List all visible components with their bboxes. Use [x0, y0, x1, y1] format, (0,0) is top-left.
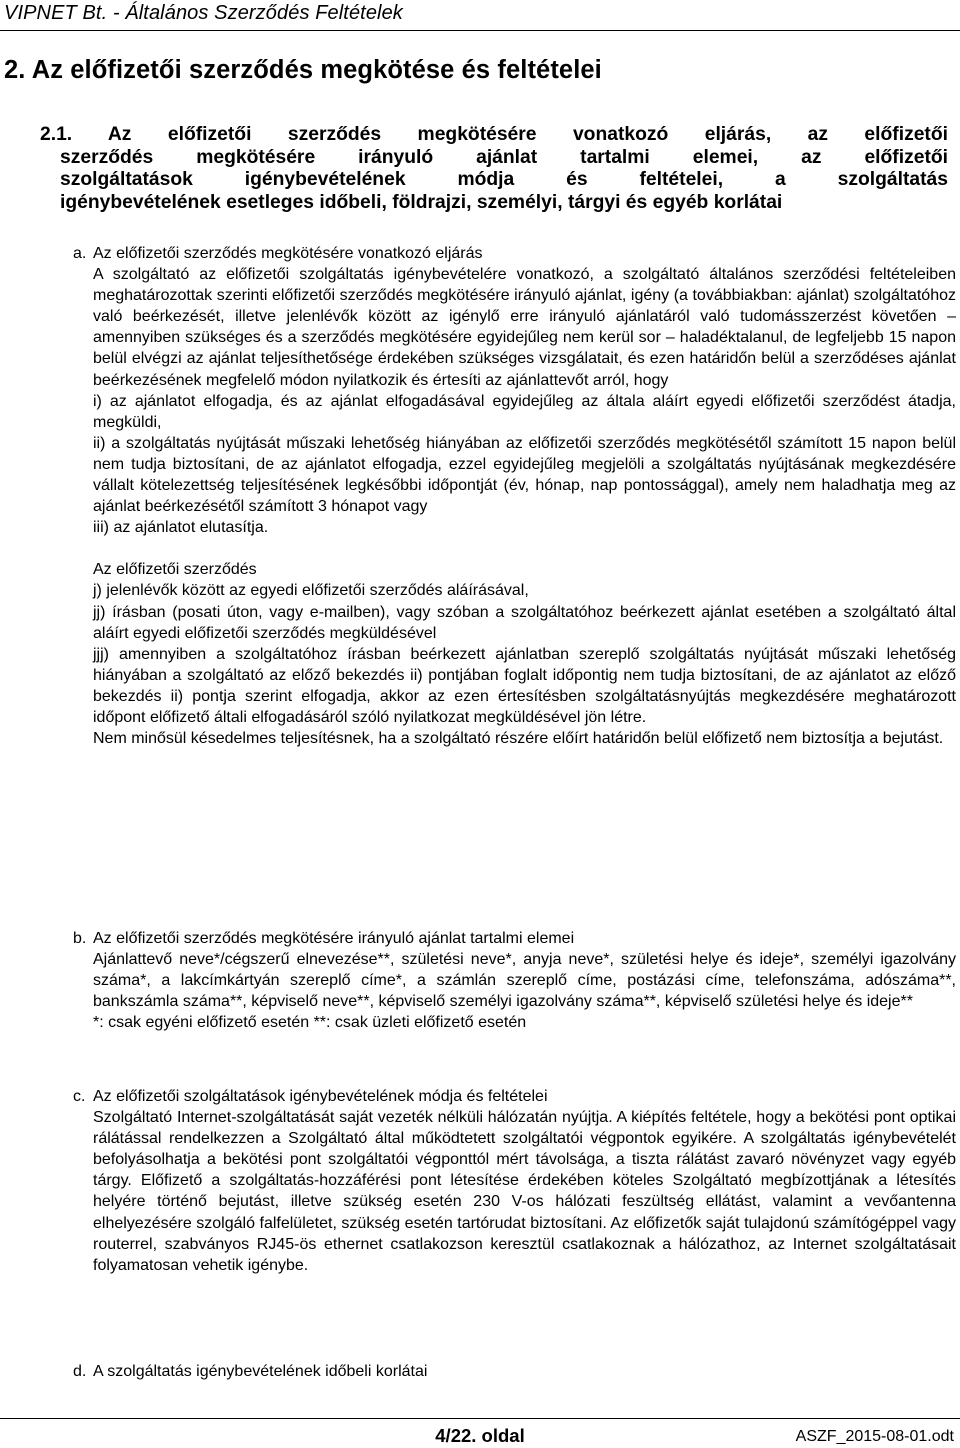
subsection-c-heading — [73, 1086, 956, 1107]
section-heading-line: 2.1. Az előfizetői szerződés megkötésére vonatkozó eljárás, az előfizetői — [40, 124, 948, 145]
footer-divider — [0, 1418, 960, 1419]
subsection-a-heading — [73, 243, 956, 264]
section-2-1-heading — [40, 124, 948, 214]
header-divider — [0, 30, 960, 31]
chapter-title: 2. Az előfizetői szerződés megkötése és feltételei — [4, 56, 602, 84]
subsection-title: Az előfizetői szerződés megkötésére vonatkozó eljárás — [93, 245, 483, 262]
subsection-title: A szolgáltatás igénybevételének időbeli korlátai — [93, 1363, 428, 1380]
paragraph: A szolgáltató az előfizetői szolgáltatás igénybevételére vonatkozó, a szolgáltató általános szerződési feltételeiben meghatározottak szerinti előfizetői szerződés megkötésére irányuló ajánlat, igény (a továbbiakban: ajánlat) szolgáltatóhoz való beérkezését, illetve jelenlévők között az igénylő erre irányuló ajánlatáról való tudomásszerzést követően – amennyiben szükséges és a szerződés megkötésére egyidejűleg nem kerül sor – haladéktalanul, de legfeljebb 15 napon belül elvégzi az ajánlat teljesíthetősége érdekében szükséges vizsgálatait, és ezen határidőn belül a szerződéses ajánlat beérkezésének megfelelő módon nyilatkozik és értesíti az ajánlattevőt arról, hogy — [93, 266, 956, 389]
list-item: jj) írásban (posati úton, vagy e-mailben), vagy szóban a szolgáltatóhoz beérkezett ajánlat esetében a szolgáltató által aláírt egyedi előfizetői szerződés megküldésével — [93, 603, 956, 642]
paragraph: Az előfizetői szerződés — [93, 561, 257, 579]
list-item: j) jelenlévők között az egyedi előfizetői szerződés aláírásával, — [93, 582, 529, 600]
running-header: VIPNET Bt. - Általános Szerződés Feltételek — [4, 2, 403, 24]
footnote: *: csak egyéni előfizető esetén **: csak üzleti előfizető esetén — [93, 1014, 527, 1032]
subsection-c — [73, 1086, 956, 1276]
subsection-a — [73, 243, 956, 749]
subsection-letter: d. — [73, 1363, 87, 1380]
subsection-b-heading — [73, 928, 956, 949]
section-heading-line: igénybevételének esetleges időbeli, földrajzi, személyi, tárgyi és egyéb korlátai — [60, 191, 783, 213]
list-item: ii) a szolgáltatás nyújtását műszaki lehetőség hiányában az előfizetői szerződés megkötésétől számított 15 napon belül nem tudja biztosítani, de az ajánlatot elfogadja, ezzel egyidejűleg megjelöli a szolgáltatás nyújtásának megkezdésére vállalt kötelezettség teljesítésének legkésőbbi időpontját (év, hónap, nap pontossággal), amely nem haladhatja meg az ajánlat beérkezésétől számított 3 hónapot vagy — [93, 434, 956, 516]
subsection-title: Az előfizetői szolgáltatások igénybevételének módja és feltételei — [93, 1088, 548, 1105]
subsection-d — [73, 1361, 956, 1382]
subsection-b — [73, 928, 956, 1033]
list-item: i) az ajánlatot elfogadja, és az ajánlat elfogadásával egyidejűleg az általa aláírt egyedi előfizetői szerződést átadja, megküldi, — [93, 392, 956, 431]
subsection-title: Az előfizetői szerződés megkötésére irányuló ajánlat tartalmi elemei — [93, 930, 575, 947]
subsection-letter: a. — [73, 245, 87, 262]
subsection-d-heading — [73, 1361, 956, 1382]
subsection-letter: b. — [73, 930, 87, 947]
list-item: jjj) amennyiben a szolgáltatóhoz írásban beérkezett ajánlatban szereplő szolgáltatás nyújtását műszaki lehetőség hiányában a szolgáltató az előző bekezdés ii) pontjában foglalt időpontig nem tudja biztosítani, de az ajánlatot az előző bekezdés ii) pontja szerint elfogadja, akkor az ezen értesítésben szolgáltatásnyújtás megkezdésére meghatározott időpont előfizető általi elfogadásáról szóló nyilatkozat megküldésével jön létre. — [93, 645, 956, 726]
paragraph: Ajánlattevő neve*/cégszerű elnevezése**, születési neve*, anyja neve*, születési helye és ideje*, személyi igazolvány száma*, a lakcímkártyán szereplő címe*, a számlán szereplő címe, postázási címe, telefonszáma, adószáma**, bankszámla száma**, képviselő neve**, képviselő személyi igazolvány száma**, képviselő születési helye és ideje** — [93, 951, 956, 1011]
paragraph: Szolgáltató Internet-szolgáltatását saját vezeték nélküli hálózatán nyújtja. A kiépítés feltétele, hogy a bekötési pont optikai rálátással rendelkezzen a Szolgáltató által működtetett szolgáltatói végpontok egyikére. A szolgáltatás igénybevételét befolyásolhatja a bekötési pont szolgáltatói végponttól mért távolsága, a tiszta rálátást zavaró növényzet vagy egyéb tárgy. Előfizető a szolgáltatás-hozzáférési pont létesítése érdekében köteles Szolgáltató megbízottjának a létesítés helyére történő bejutást, illetve szükség esetén 230 V-os hálózati feszültség ellátást, valamint a vevőantenna elhelyezésére szolgáló falfelületet, szükség esetén tartórudat biztosítani. Az előfizetők saját tulajdonú számítógéppel vagy routerrel, szabványos RJ45-ös ethernet csatlakozson keresztül csatlakoznak a hálózathoz, az Internet szolgáltatásait folyamatosan vehetik igénybe. — [93, 1109, 956, 1274]
section-heading-line: szolgáltatások igénybevételének módja és feltételei, a szolgáltatás — [60, 169, 948, 190]
paragraph: Nem minősül késedelmes teljesítésnek, ha a szolgáltató részére előírt határidőn belül előfizető nem biztosítja a bejutást. — [93, 730, 944, 748]
list-item: iii) az ajánlatot elutasítja. — [93, 519, 269, 537]
page-number: 4/22. oldal — [435, 1425, 525, 1446]
subsection-letter: c. — [73, 1088, 86, 1105]
document-filename: ASZF_2015-08-01.odt — [795, 1428, 954, 1445]
section-heading-line: szerződés megkötésére irányuló ajánlat tartalmi elemei, az előfizetői — [60, 146, 948, 168]
